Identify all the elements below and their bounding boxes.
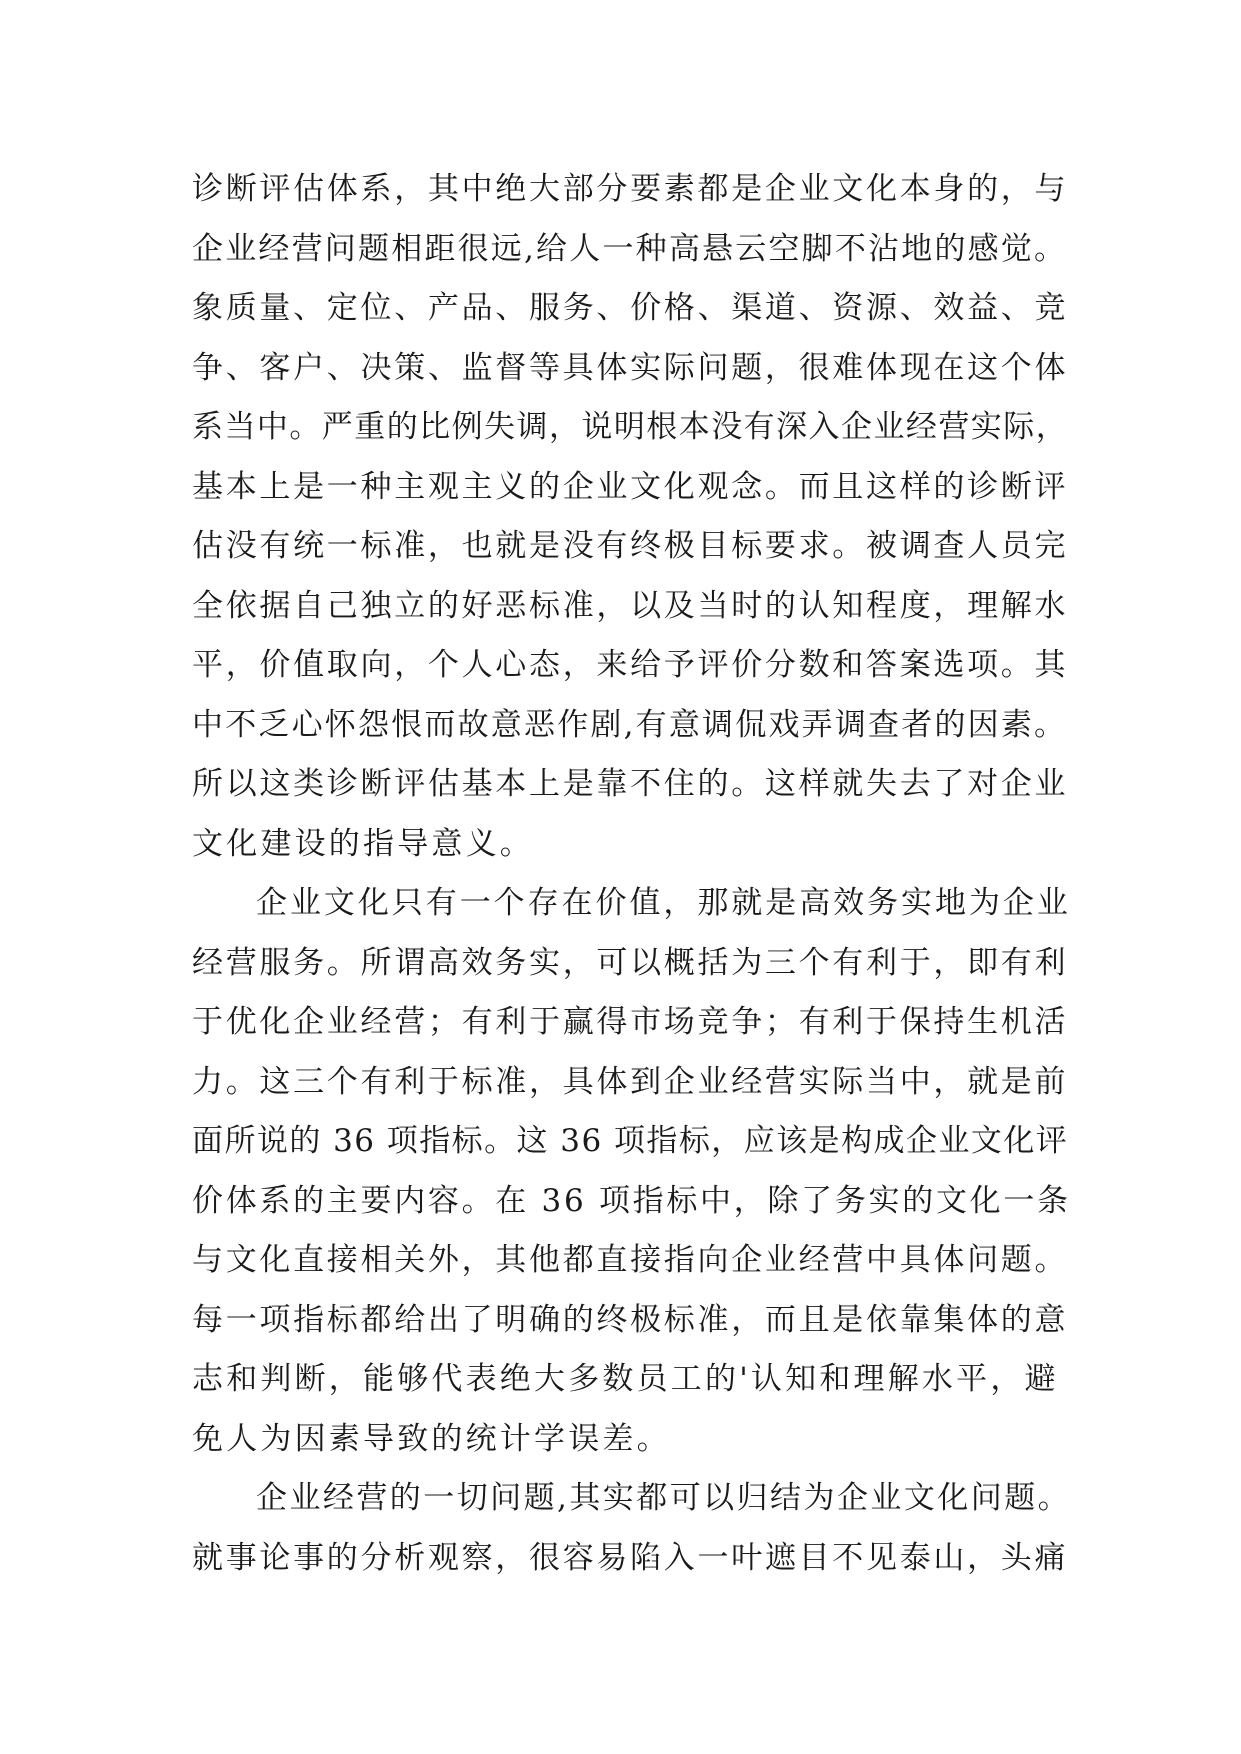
text-line: 企业经营问题相距很远,给人一种高悬云空脚不沾地的感觉。 xyxy=(192,230,1068,267)
paragraph-first-line: 企业文化只有一个存在价值，那就是高效务实地为企业 xyxy=(256,885,1071,921)
text-line: 面所说的 36 项指标。这 36 项指标，应该是构成企业文化评 xyxy=(192,1123,1069,1159)
body-text xyxy=(192,160,1072,1588)
text-line: 争、客户、决策、监督等具体实际问题，很难体现在这个体 xyxy=(192,349,1069,386)
text-line: 基本上是一种主观主义的企业文化观念。而且这样的诊断评 xyxy=(192,468,1069,505)
text-line: 力。这三个有利于标准，具体到企业经营实际当中，就是前 xyxy=(192,1063,1069,1100)
text-line: 价体系的主要内容。在 36 项指标中，除了务实的文化一条 xyxy=(192,1182,1071,1219)
text-line: 每一项指标都给出了明确的终极标准，而且是依靠集体的意 xyxy=(192,1301,1069,1338)
text-line: 经营服务。所谓高效务实，可以概括为三个有利于，即有利 xyxy=(192,944,1069,981)
text-line: 志和判断，能够代表绝大多数员工的'认知和理解水平，避 xyxy=(192,1361,1059,1397)
text-line: 所以这类诊断评估基本上是靠不住的。这样就失去了对企业 xyxy=(192,766,1069,802)
text-line: 估没有统一标准，也就是没有终极目标要求。被调查人员完 xyxy=(192,528,1069,564)
text-line: 全依据自己独立的好恶标准，以及当时的认知程度，理解水 xyxy=(192,587,1069,624)
paragraph-first-line: 企业经营的一切问题,其实都可以归结为企业文化问题。 xyxy=(256,1480,1072,1516)
text-line: 就事论事的分析观察，很容易陷入一叶遮目不见泰山，头痛 xyxy=(192,1539,1069,1576)
text-line: 中不乏心怀怨恨而故意恶作剧,有意调侃戏弄调查者的因素。 xyxy=(192,706,1068,743)
text-line: 系当中。严重的比例失调，说明根本没有深入企业经营实际， xyxy=(192,409,1069,445)
text-line: 与文化直接相关外，其他都直接指向企业经营中具体问题。 xyxy=(192,1242,1069,1278)
text-line: 平，价值取向，个人心态，来给予评价分数和答案选项。其 xyxy=(192,647,1069,683)
text-line: 诊断评估体系，其中绝大部分要素都是企业文化本身的，与 xyxy=(192,171,1069,207)
text-line: 免人为因素导致的统计学误差。 xyxy=(192,1420,671,1457)
text-line: 象质量、定位、产品、服务、价格、渠道、资源、效益、竞 xyxy=(192,290,1069,326)
text-line: 文化建设的指导意义。 xyxy=(192,825,534,862)
text-line: 于优化企业经营；有利于赢得市场竞争；有利于保持生机活 xyxy=(192,1004,1069,1040)
